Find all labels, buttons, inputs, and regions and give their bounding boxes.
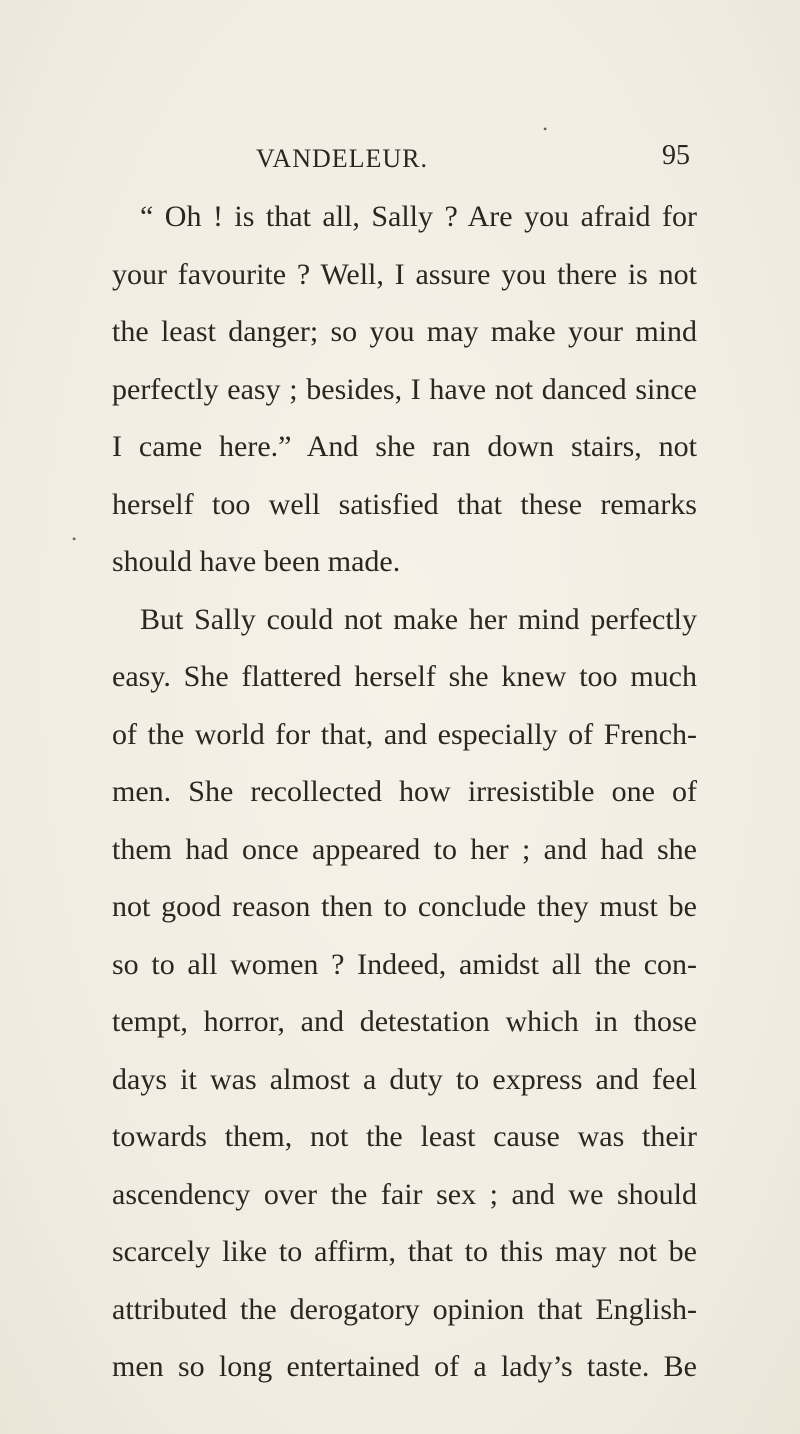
page-number: 95 <box>662 140 690 171</box>
text-line: “ Oh ! is that all, Sally ? Are you afraid for <box>140 200 697 233</box>
text-line: them had once appeared to her ; and had she <box>112 832 697 866</box>
ink-speck: • <box>72 532 77 546</box>
text-line: towards them, not the least cause was their <box>112 1120 697 1153</box>
text-line: tempt, horror, and detestation which in those <box>112 1005 697 1038</box>
text-line: not good reason then to conclude they must be <box>112 890 697 923</box>
text-line: should have been made. <box>112 545 401 578</box>
text-line: men. She recollected how irresistible one of <box>112 775 697 808</box>
text-line: the least danger; so you may make your mind <box>112 315 697 348</box>
text-line: ascendency over the fair sex ; and we should <box>112 1177 697 1211</box>
text-line: I came here.” And she ran down stairs, not <box>112 430 697 463</box>
text-line: your favourite ? Well, I assure you there is not <box>112 257 697 291</box>
text-line: days it was almost a duty to express and feel <box>112 1062 697 1096</box>
text-line: of the world for that, and especially of French- <box>112 717 697 751</box>
body-text <box>112 188 697 1396</box>
text-line: herself too well satisfied that these remarks <box>112 487 697 521</box>
text-line: so to all women ? Indeed, amidst all the con- <box>112 947 697 981</box>
text-line: perfectly easy ; besides, I have not danced since <box>112 372 697 406</box>
text-line: men so long entertained of a lady’s taste. Be <box>112 1350 697 1383</box>
text-line: easy. She flattered herself she knew too much <box>112 660 697 693</box>
ink-speck: • <box>543 122 548 136</box>
text-line: But Sally could not make her mind perfectly <box>140 602 697 636</box>
running-head: VANDELEUR. <box>256 144 429 173</box>
text-line: attributed the derogatory opinion that English- <box>112 1292 697 1326</box>
text-line: scarcely like to affirm, that to this may not be <box>112 1235 697 1268</box>
